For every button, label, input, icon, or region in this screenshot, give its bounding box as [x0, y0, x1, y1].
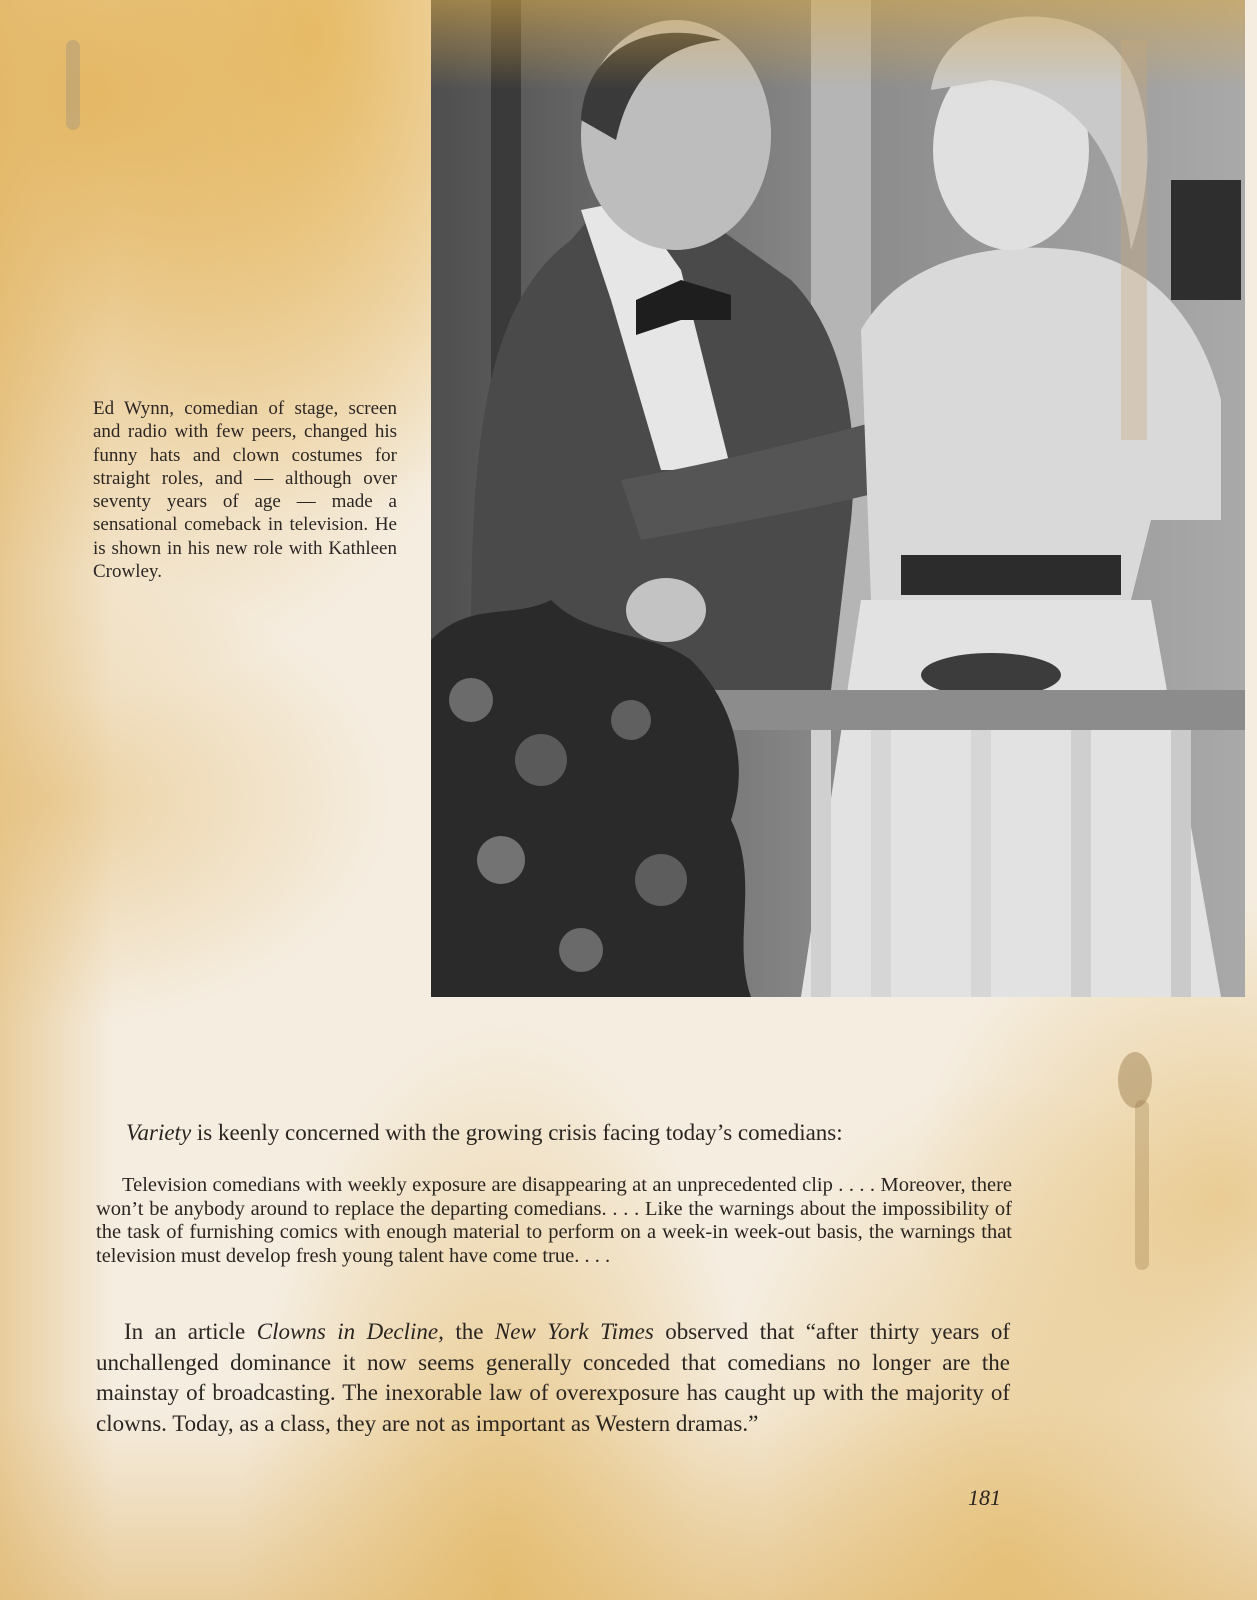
intro-rest: is keenly concerned with the growing crisis facing today’s comedians: — [191, 1120, 843, 1145]
water-stain — [1135, 1100, 1149, 1270]
paragraph-part3: observed that “after thirty years of unchallenged dominance it now seems generally conceded that comedians no longer are the mainstay of broadcasting. The inexorable law of overexposure has caught up with the majority of clowns. Today, as a class, they are not as important as Western dramas.” — [96, 1319, 1010, 1436]
photo-caption: Ed Wynn, comedian of stage, screen and radio with few peers, changed his funny hats and clown costumes for straight roles, and — although over seventy years of age — made a sensational comeback in television. He is shown in his new role with Kathleen Crowley. — [93, 398, 397, 583]
paragraph-part2: the — [443, 1319, 495, 1344]
quote-text: Television comedians with weekly exposure are disappearing at an unprecedented clip . . . . Moreover, there won’t be anybody around to replace the departing comedians. . . . Like the warnings about the impossibility of the task of furnishing comics with enough material to perform on a week-in week-out basis, the warnings that television must develop fresh young talent have come true. . . . — [96, 1174, 1012, 1267]
intro-sentence — [126, 1118, 1006, 1148]
page-number: 181 — [968, 1485, 1001, 1510]
photo-ed-wynn-kathleen-crowley — [431, 0, 1245, 997]
variety-title: Variety — [126, 1120, 192, 1145]
photo-illustration — [431, 0, 1245, 997]
new-york-times-paragraph — [96, 1317, 1010, 1439]
paragraph-text — [96, 1317, 1010, 1439]
article-title: Clowns in Decline, — [256, 1319, 444, 1344]
water-stain — [66, 40, 80, 130]
paragraph-part1: In an article — [124, 1319, 257, 1344]
water-stain — [1118, 1052, 1152, 1108]
newspaper-title: New York Times — [494, 1319, 654, 1344]
variety-quote — [96, 1174, 1012, 1268]
